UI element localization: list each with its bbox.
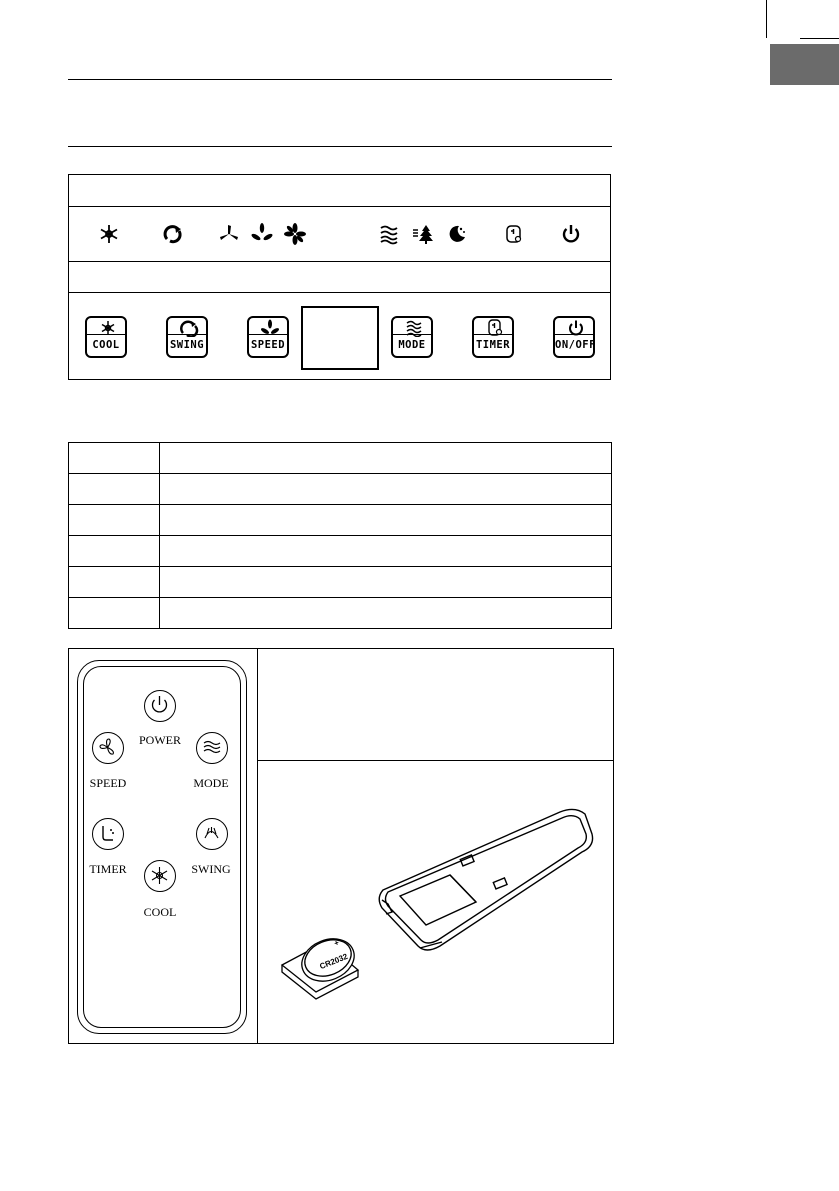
heading-rule-bottom <box>68 146 612 147</box>
table-row <box>69 598 612 629</box>
power-icon <box>560 223 582 245</box>
table-cell <box>160 536 612 567</box>
remote-mode-button[interactable] <box>196 732 228 764</box>
figure-divider <box>257 760 613 761</box>
on-off-button[interactable] <box>553 316 595 358</box>
natural-wind-icon <box>412 223 434 245</box>
wind-waves-icon <box>197 733 226 762</box>
timer-button[interactable] <box>472 316 514 358</box>
remote-timer-button[interactable] <box>92 818 124 850</box>
table-row <box>69 505 612 536</box>
power-icon <box>145 691 174 720</box>
mode-button[interactable] <box>391 316 433 358</box>
language-tab <box>770 44 839 85</box>
wind-waves-icon <box>378 223 400 245</box>
remote-speed-button[interactable] <box>92 732 124 764</box>
table-row <box>69 536 612 567</box>
swing-button-label: SWING <box>168 334 206 356</box>
table-cell <box>69 474 160 505</box>
display-window <box>301 306 379 370</box>
remote-swing-label: SWING <box>191 862 231 876</box>
remote-timer-label: TIMER <box>89 862 127 876</box>
remote-power-button[interactable] <box>144 690 176 722</box>
remote-cool-label: COOL <box>143 905 177 919</box>
table-cell <box>69 567 160 598</box>
swing-arrow-icon <box>162 223 184 245</box>
battery-model-text: CR2032 <box>318 951 349 972</box>
snowflake-icon <box>145 861 174 890</box>
table-cell <box>160 474 612 505</box>
fan-high-icon <box>284 223 306 245</box>
table-cell <box>69 536 160 567</box>
mode-button-label: MODE <box>393 334 431 356</box>
table-row <box>69 567 612 598</box>
battery-polarity-text: + <box>332 937 341 949</box>
cool-button-label: COOL <box>87 334 125 356</box>
table-cell <box>69 443 160 474</box>
fan-low-icon <box>218 223 240 245</box>
fan-icon <box>93 733 122 762</box>
speed-button[interactable] <box>247 316 289 358</box>
table-cell <box>69 505 160 536</box>
snowflake-icon <box>98 223 120 245</box>
panel-row-divider <box>69 292 610 293</box>
speed-button-label: SPEED <box>249 334 287 356</box>
table-cell <box>160 505 612 536</box>
table-row <box>69 474 612 505</box>
remote-speed-label: SPEED <box>89 776 127 790</box>
specification-table <box>68 442 612 629</box>
remote-cool-button[interactable] <box>144 860 176 892</box>
remote-back-battery-illustration <box>270 800 605 1035</box>
timer-icon <box>503 223 525 245</box>
remote-power-label: POWER <box>139 733 181 747</box>
crop-mark-horizontal <box>800 38 839 39</box>
timer-icon <box>93 819 122 848</box>
figure-divider <box>257 649 258 1043</box>
remote-swing-button[interactable] <box>196 818 228 850</box>
table-cell <box>160 443 612 474</box>
panel-row-divider <box>69 261 610 262</box>
crop-mark-vertical <box>766 0 767 38</box>
swing-arrow-icon <box>197 819 226 848</box>
panel-row-divider <box>69 206 610 207</box>
table-cell <box>69 598 160 629</box>
sleep-moon-icon <box>446 223 468 245</box>
table-cell <box>160 567 612 598</box>
remote-mode-label: MODE <box>193 776 229 790</box>
on-off-button-label: ON/OFF <box>555 334 593 356</box>
swing-button[interactable] <box>166 316 208 358</box>
cool-button[interactable] <box>85 316 127 358</box>
table-cell <box>160 598 612 629</box>
fan-mid-icon <box>251 223 273 245</box>
timer-button-label: TIMER <box>474 334 512 356</box>
table-row <box>69 443 612 474</box>
heading-rule-top <box>68 79 612 80</box>
